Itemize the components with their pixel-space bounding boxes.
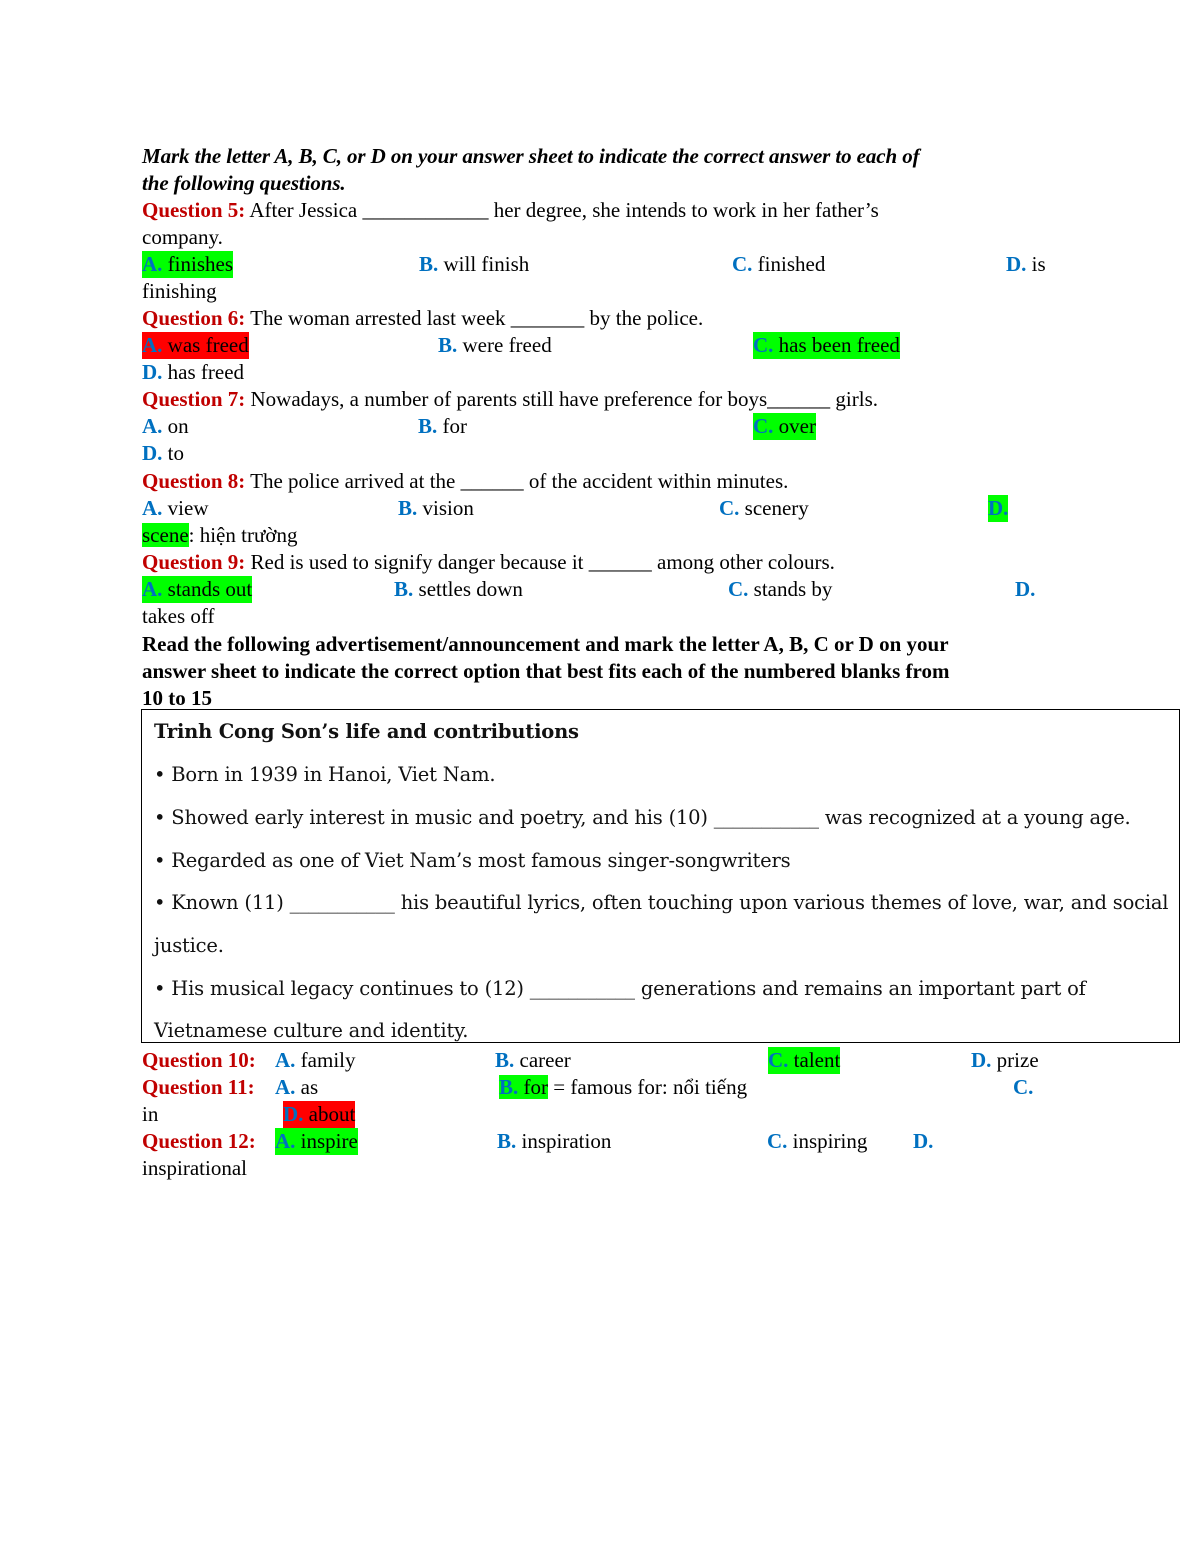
question-11-option-b-note: = famous for: nổi tiếng <box>548 1075 748 1099</box>
advertisement-bullet-5: • His musical legacy continues to (12) ___________ generations and remains an important part of <box>154 977 1086 1000</box>
question-12-row <box>142 1128 1142 1155</box>
question-5-option-d[interactable]: D. is <box>1006 252 1046 276</box>
question-8-option-c[interactable]: C. scenery <box>719 496 809 520</box>
question-5-option-a[interactable]: A. finishes <box>142 252 233 276</box>
advertisement-title: Trinh Cong Son’s life and contributions <box>154 720 579 743</box>
reading-instruction-line-3: 10 to 15 <box>142 686 212 710</box>
question-6-option-d[interactable]: D. has freed <box>142 360 245 384</box>
question-8-option-d-text: scene <box>142 523 189 547</box>
question-10-option-d[interactable]: D. prize <box>971 1048 1039 1072</box>
question-5-label: Question 5: <box>142 198 246 222</box>
question-12-option-c[interactable]: C. inspiring <box>767 1129 868 1153</box>
question-11-row-cont <box>142 1101 1142 1128</box>
question-6-stem <box>142 305 703 332</box>
question-11-label: Question 11: <box>142 1075 255 1099</box>
advertisement-bullet-4-cont: justice. <box>154 934 224 957</box>
question-7-stem <box>142 386 878 413</box>
question-8-option-d-letter[interactable]: D. <box>988 496 1009 520</box>
question-9-label: Question 9: <box>142 550 246 574</box>
reading-instruction-line-1: Read the following advertisement/announcement and mark the letter A, B, C or D on your <box>142 632 949 656</box>
question-8-option-d-note: : hiện trường <box>188 523 298 547</box>
question-8-option-b[interactable]: B. vision <box>398 496 474 520</box>
question-6-option-b[interactable]: B. were freed <box>438 333 552 357</box>
question-8-option-a[interactable]: A. view <box>142 496 209 520</box>
instruction-line-1: Mark the letter A, B, C, or D on your answer sheet to indicate the correct answer to each of <box>142 144 920 168</box>
question-9-text: Red is used to signify danger because it ______ among other colours. <box>245 550 835 574</box>
question-11-option-b[interactable]: B. for = famous for: nổi tiếng <box>499 1075 748 1099</box>
question-8-options <box>142 495 1142 522</box>
question-8-label: Question 8: <box>142 469 246 493</box>
question-5-option-c[interactable]: C. finished <box>732 252 826 276</box>
question-7-option-c[interactable]: C. over <box>753 414 816 438</box>
question-7-options <box>142 413 1142 440</box>
advertisement-bullet-2: • Showed early interest in music and poetry, and his (10) ___________ was recognized at a young age. <box>154 806 1131 829</box>
question-9-option-d-letter[interactable]: D. <box>1015 577 1036 601</box>
question-8-text: The police arrived at the ______ of the accident within minutes. <box>245 469 789 493</box>
question-11-option-c[interactable]: in <box>142 1102 159 1126</box>
question-6-option-c[interactable]: C. has been freed <box>753 333 900 357</box>
question-6-options <box>142 332 1142 359</box>
question-9-option-c[interactable]: C. stands by <box>728 577 833 601</box>
question-12-option-d-letter[interactable]: D. <box>913 1129 934 1153</box>
reading-instruction-line-2: answer sheet to indicate the correct option that best fits each of the numbered blanks from <box>142 659 950 683</box>
question-7-text: Nowadays, a number of parents still have preference for boys______ girls. <box>245 387 878 411</box>
question-5-option-d-cont: finishing <box>142 279 217 303</box>
question-6-option-a[interactable]: A. was freed <box>142 333 249 357</box>
question-6-label: Question 6: <box>142 306 246 330</box>
advertisement-bullet-1: • Born in 1939 in Hanoi, Viet Nam. <box>154 763 496 786</box>
question-6-text: The woman arrested last week _______ by the police. <box>245 306 704 330</box>
question-9-option-a[interactable]: A. stands out <box>142 577 253 601</box>
question-9-option-d[interactable]: takes off <box>142 604 215 628</box>
question-5-stem-cont: company. <box>142 225 223 249</box>
instruction-line-2: the following questions. <box>142 171 346 195</box>
question-7-label: Question 7: <box>142 387 246 411</box>
advertisement-bullet-5-cont: Vietnamese culture and identity. <box>154 1019 469 1042</box>
question-12-option-d[interactable]: inspirational <box>142 1156 247 1180</box>
question-5-options <box>142 251 1142 278</box>
advertisement-box <box>141 709 1180 1043</box>
question-10-option-b[interactable]: B. career <box>495 1048 571 1072</box>
question-7-option-a[interactable]: A. on <box>142 414 189 438</box>
question-11-option-c-letter[interactable]: C. <box>1013 1075 1034 1099</box>
question-9-stem <box>142 549 835 576</box>
question-9-option-b[interactable]: B. settles down <box>394 577 523 601</box>
question-12-label: Question 12: <box>142 1129 256 1153</box>
advertisement-bullet-3: • Regarded as one of Viet Nam’s most famous singer-songwriters <box>154 849 791 872</box>
question-10-option-a[interactable]: A. family <box>275 1048 356 1072</box>
question-5-option-b[interactable]: B. will finish <box>419 252 530 276</box>
question-7-option-b[interactable]: B. for <box>418 414 468 438</box>
question-8-stem <box>142 468 788 495</box>
question-10-option-c[interactable]: C. talent <box>768 1048 841 1072</box>
question-11-row <box>142 1074 1142 1101</box>
question-12-option-a[interactable]: A. inspire <box>275 1129 358 1153</box>
question-11-option-a[interactable]: A. as <box>275 1075 319 1099</box>
question-7-option-d[interactable]: D. to <box>142 441 185 465</box>
advertisement-bullet-4: • Known (11) ___________ his beautiful lyrics, often touching upon various themes of love, war, and social <box>154 891 1169 914</box>
question-5-text: After Jessica ____________ her degree, she intends to work in her father’s <box>245 198 879 222</box>
question-5-stem <box>142 197 879 224</box>
question-11-option-d[interactable]: D. about <box>283 1102 356 1126</box>
question-9-options <box>142 576 1142 603</box>
question-12-option-b[interactable]: B. inspiration <box>497 1129 612 1153</box>
question-8-option-d[interactable] <box>142 522 297 549</box>
question-10-row <box>142 1047 1142 1074</box>
question-10-label: Question 10: <box>142 1048 256 1072</box>
